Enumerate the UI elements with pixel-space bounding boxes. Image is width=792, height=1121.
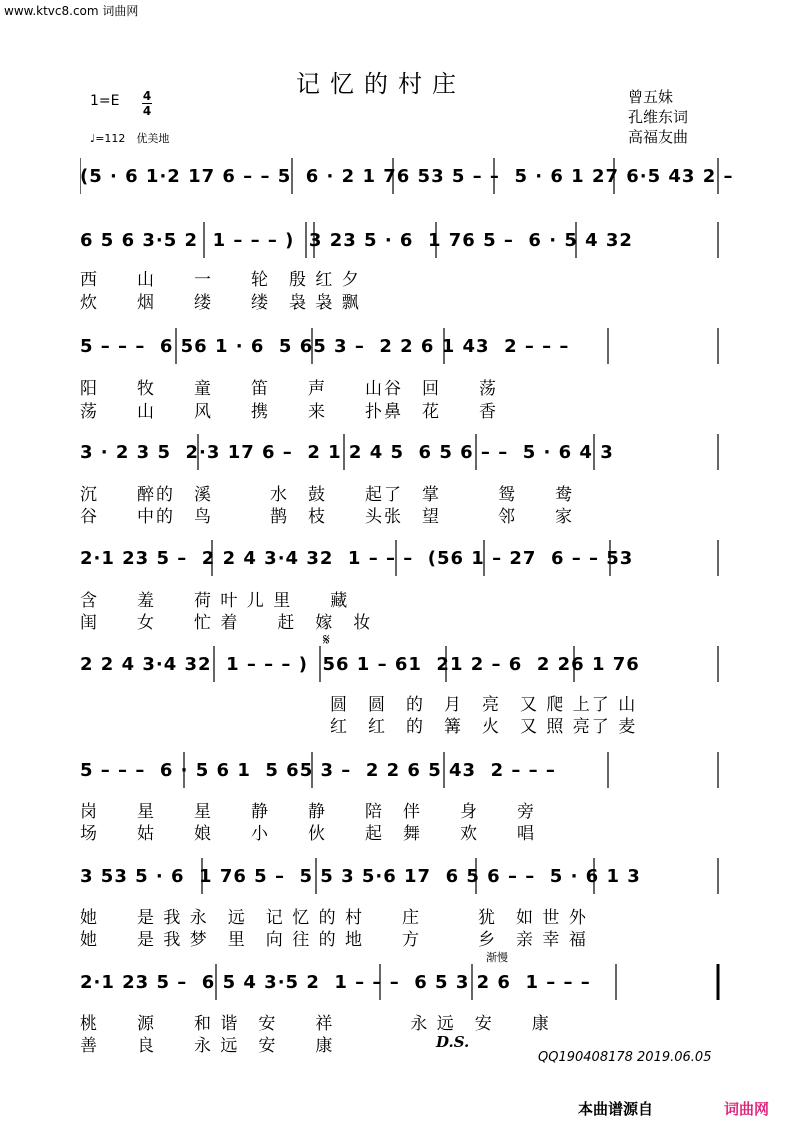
tempo-marking: ♩=112 优美地	[90, 132, 170, 145]
notes-row-4: 3 · 2 3 5 2·3 17 6 – 2 1 2 4 5 6 5 6 – – 5 · 6 4 3	[80, 442, 614, 463]
lyric-line: 西 山 一 轮 殷 红 夕	[80, 270, 361, 290]
notes-row-3: 5 – – – 6 56 1 · 6 5 65 3 – 2 2 6 1 43 2 – – –	[80, 336, 570, 357]
transcriber-date: QQ190408178 2019.06.05	[538, 1050, 712, 1065]
lyric-line: 含 羞 荷 叶 儿 里 藏	[80, 591, 350, 611]
notes-row-6: 2 2 4 3·4 32 1 – – – ) 56 1 – 61 21 2 – 6 2 26 1 76	[80, 654, 640, 675]
ritardando-marking: 渐慢	[486, 951, 508, 964]
notes-row-1: (5 · 6 1·2 17 6 – – 5 6 · 2 1 76 53 5 – – 5 · 6 1 27 6·5 43 2 –	[80, 166, 734, 187]
lyric-line: 炊 烟 缕 缕 袅 袅 飘	[80, 293, 361, 313]
lyric-line: 场 姑 娘 小 伙 起 舞 欢 唱	[80, 824, 536, 844]
key-signature: 1=E	[90, 93, 120, 109]
staff-row-8	[80, 856, 720, 896]
lyric-line: 闺 女 忙 着 赶 嫁 妆	[80, 613, 373, 633]
site-logo: 词曲网	[724, 1100, 770, 1118]
lyric-line: 她 是 我 永 远 记 忆 的 村 庄 犹 如 世 外	[80, 908, 588, 928]
credit-line-3: 高福友曲	[628, 128, 689, 146]
credit-line-2: 孔维东词	[628, 108, 689, 126]
notes-row-7: 5 – – – 6 · 5 6 1 5 65 3 – 2 2 6 5 43 2 – – –	[80, 760, 556, 781]
notes-row-9: 2·1 23 5 – 6 5 4 3·5 2 1 – – – 6 5 3 2 6 1 – – –	[80, 972, 591, 993]
source-label: 本曲谱源自	[578, 1100, 654, 1118]
dal-segno-marking: D.S.	[436, 1033, 470, 1051]
lyric-line: 圆 圆 的 月 亮 又 爬 上了 山	[330, 695, 638, 715]
lyric-line: 荡 山 风 携 来 扑鼻 花 香	[80, 402, 498, 422]
staff-row-3	[80, 326, 720, 366]
lyric-line: 岗 星 星 静 静 陪 伴 身 旁	[80, 802, 536, 822]
staff-row-4	[80, 432, 720, 472]
lyric-line: 她 是 我 梦 里 向 往 的 地 方 乡 亲 幸 福	[80, 930, 588, 950]
staff-row-1	[80, 156, 734, 196]
notes-row-8: 3 53 5 · 6 1 76 5 – 5 5 3 5·6 17 6 5 6 – – 5 · 6 1 3	[80, 866, 641, 887]
lyric-line: 谷 中的 鸟 鹊 枝 头张 望 邻 家	[80, 507, 574, 527]
meter-top: 4	[142, 89, 152, 103]
staff-row-5	[80, 538, 720, 578]
lyric-line: 红 红 的 篝 火 又 照 亮了 麦	[330, 717, 638, 737]
segno-sign: 𝄋	[323, 630, 330, 649]
lyric-line: 阳 牧 童 笛 声 山谷 回 荡	[80, 379, 498, 399]
notes-row-2: 6 5 6 3·5 2 1 – – – ) 3 23 5 · 6 1 76 5 – 6 · 5 4 32	[80, 230, 633, 251]
lyric-line: 善 良 永 远 安 康	[80, 1036, 335, 1056]
time-signature	[142, 90, 152, 117]
meter-bottom: 4	[142, 104, 152, 118]
lyric-line: 桃 源 和 谐 安 祥 永 远 安 康	[80, 1014, 551, 1034]
staff-row-6	[80, 644, 720, 684]
lyric-line: 沉 醉的 溪 水 鼓 起了 掌 鸳 鸯	[80, 485, 574, 505]
site-url: www.ktvc8.com 词曲网	[4, 4, 139, 18]
staff-row-9	[80, 962, 720, 1002]
song-title: 记忆的村庄	[296, 70, 466, 98]
staff-row-7	[80, 750, 720, 790]
notes-row-5: 2·1 23 5 – 2 2 4 3·4 32 1 – – – (56 1 – 27 6 – – 53	[80, 548, 634, 569]
staff-row-2	[80, 220, 720, 260]
credit-line-1: 曾五妹	[628, 88, 674, 106]
